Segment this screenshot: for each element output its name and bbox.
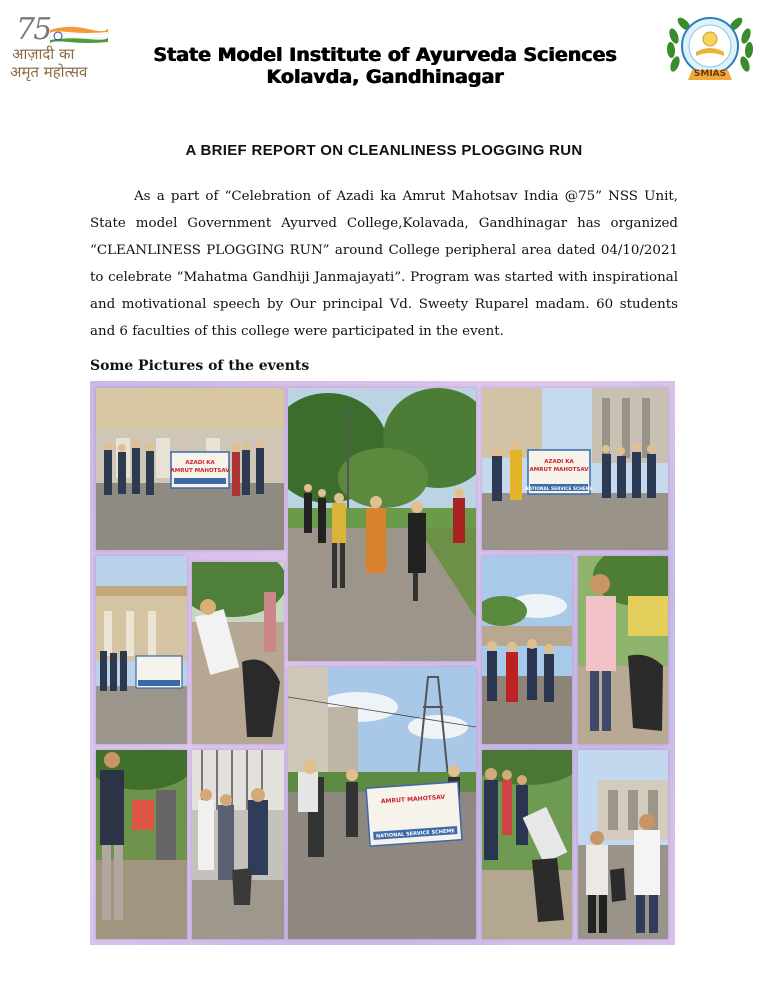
institute-title [130, 44, 640, 88]
event-photo-5 [192, 562, 284, 744]
event-photo-collage [90, 381, 675, 945]
banner-text-line1: AZADI KA [185, 460, 215, 466]
logo-hindi-line1: आज़ादी का [12, 45, 75, 63]
event-photo-2 [288, 388, 476, 661]
tricolor-flag-icon [48, 24, 110, 46]
event-photo-6 [288, 667, 476, 939]
report-paragraph: As a part of “Celebration of Azadi ka Amrut Mahotsav India @75” NSS Unit, State model Government Ayurved College,Kolavada, Gandhinagar has organized “CLEANLINESS PLOGGING RUN” around College peripheral area dated 04/10/2021 to celebrate “Mahatma Gandhiji Janmajayati”. Program was started with inspirational and motivational speech by Our principal Vd. Sweety Ruparel madam. 60 students and 6 faculties of this college were participated in the event. [90, 189, 678, 339]
event-photo-10 [192, 750, 284, 939]
event-photo-4 [96, 556, 187, 744]
banner-footer-text: NATIONAL SERVICE SCHEME [375, 828, 455, 840]
banner-footer-text: NATIONAL SERVICE SCHEME [525, 487, 593, 492]
report-heading: A BRIEF REPORT ON CLEANLINESS PLOGGING RUN [185, 142, 583, 159]
event-photo-12 [578, 750, 668, 939]
event-photo-1 [96, 388, 284, 550]
banner-text-line1: AZADI KA [544, 459, 574, 465]
pictures-heading: Some Pictures of the events [90, 358, 310, 374]
event-photo-11 [482, 750, 572, 939]
azadi-ka-amrut-mahotsav-logo [8, 12, 120, 82]
smias-logo-text: SMIAS [693, 69, 727, 79]
smias-emblem-logo [662, 6, 758, 88]
event-photo-3 [482, 388, 668, 550]
logo-hindi-line2: अमृत महोत्सव [10, 63, 88, 81]
institute-name: State Model Institute of Ayurveda Sciences [153, 44, 617, 66]
institute-location: Kolavda, Gandhinagar [266, 66, 504, 88]
banner-text-line2: AMRUT MAHOTSAV [380, 793, 446, 806]
event-photo-9 [96, 750, 187, 939]
banner-text-line2: AMRUT MAHOTSAV [170, 468, 230, 474]
event-photo-8 [578, 556, 668, 744]
logo-75-number: 75 [16, 12, 51, 47]
event-photo-7 [482, 556, 572, 744]
banner-text-line2: AMRUT MAHOTSAV [529, 467, 589, 473]
